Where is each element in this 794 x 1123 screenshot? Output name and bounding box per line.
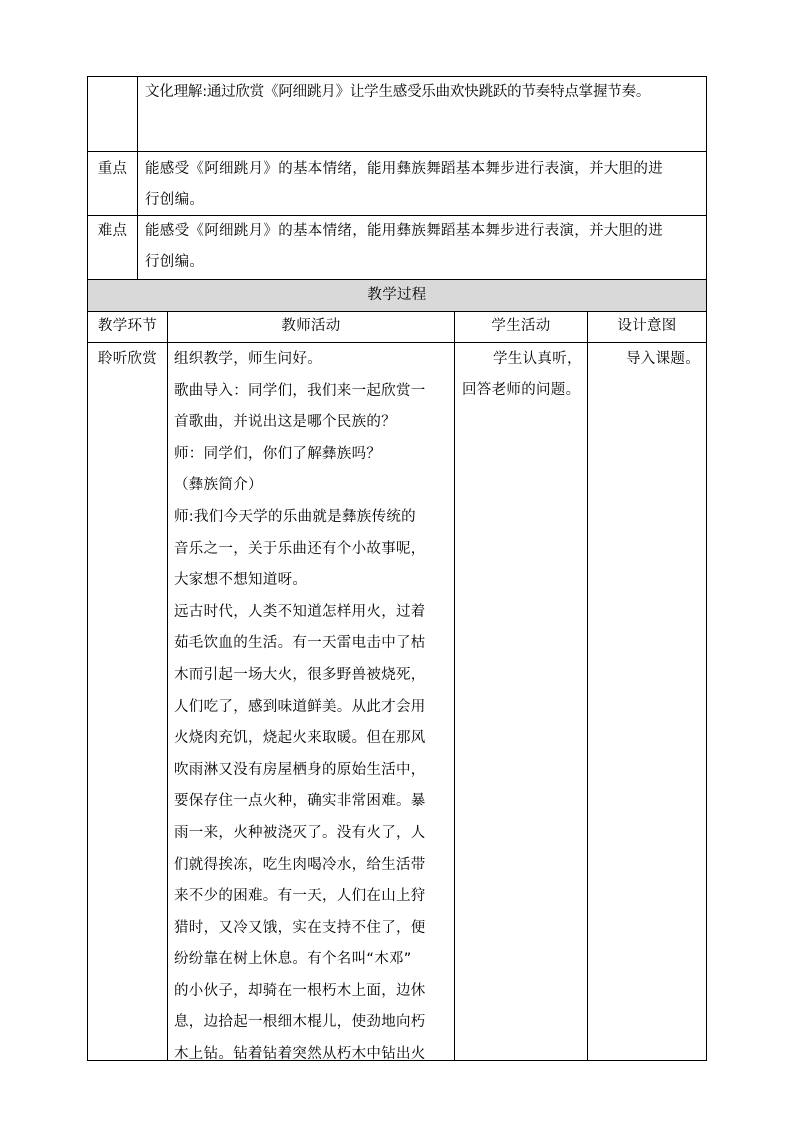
difficulty-line-2: 行创编。 <box>145 254 205 270</box>
table-border <box>87 342 707 343</box>
stage-listening: 聆听欣赏 <box>97 351 158 367</box>
student-activity-line-2: 回答老师的问题。 <box>462 382 581 398</box>
culture-understanding-text: 文化理解:通过欣赏《阿细跳月》让学生感受乐曲欢快跳跃的节奏特点掌握节奏。 <box>145 84 651 100</box>
teacher-line: 们就得挨冻，吃生肉喝冷水，给生活带 <box>174 856 426 873</box>
table-border <box>454 311 455 1061</box>
teacher-line: 组织教学，师生问好。 <box>174 351 322 367</box>
teacher-line: 远古时代，人类不知道怎样用火，过着 <box>174 603 426 620</box>
teacher-line: 木而引起一场大火，很多野兽被烧死， <box>174 666 426 683</box>
key-point-line-1: 能感受《阿细跳月》的基本情绪，能用彝族舞蹈基本舞步进行表演，并大胆的进 <box>145 161 663 177</box>
teacher-line: 歌曲导入：同学们，我们来一起欣赏一 <box>174 382 426 399</box>
table-border <box>167 311 168 1061</box>
teacher-line: 要保存住一点火种，确实非常困难。暴 <box>174 793 426 810</box>
design-intent-text: 导入课题。 <box>626 351 700 367</box>
table-border <box>587 311 588 1061</box>
difficulty-line-1: 能感受《阿细跳月》的基本情绪，能用彝族舞蹈基本舞步进行表演，并大胆的进 <box>145 223 663 239</box>
column-header-stage: 教学环节 <box>97 318 158 334</box>
table-border <box>137 76 138 280</box>
teacher-line: 师：同学们，你们了解彝族吗？ <box>174 445 382 462</box>
teacher-activity-text <box>174 344 426 1071</box>
column-header-intent: 设计意图 <box>617 318 677 334</box>
key-point-label: 重点 <box>97 161 128 177</box>
column-header-teacher: 教师活动 <box>281 318 341 334</box>
difficulty-label: 难点 <box>97 223 128 239</box>
student-activity-line-1: 学生认真听， <box>493 351 582 367</box>
column-header-student: 学生活动 <box>491 318 551 334</box>
teacher-line: 猎时，又冷又饿，实在支持不住了，便 <box>174 919 426 936</box>
process-header: 教学过程 <box>367 287 427 303</box>
teacher-line: 木上钻。钻着钻着突然从朽木中钻出火 <box>174 1046 426 1063</box>
table-border <box>706 76 707 1061</box>
teacher-line: 来不少的困难。有一天，人们在山上狩 <box>174 888 426 905</box>
teacher-line: 火烧肉充饥，烧起火来取暖。但在那风 <box>174 730 426 747</box>
key-point-line-2: 行创编。 <box>145 192 205 208</box>
teacher-line: 大家想不想知道呀。 <box>174 572 308 589</box>
teacher-line: 息，边拾起一根细木棍儿，使劲地向朽 <box>174 1014 426 1031</box>
teacher-line: 纷纷靠在树上休息。有个名叫“木邓” <box>174 951 412 968</box>
teacher-line: 首歌曲，并说出这是哪个民族的？ <box>174 414 396 431</box>
teacher-line: 音乐之一，关于乐曲还有个小故事呢， <box>174 540 426 557</box>
teacher-line: 茹毛饮血的生活。有一天雷电击中了枯 <box>174 635 426 652</box>
teacher-line: （彝族简介） <box>174 477 263 494</box>
table-border <box>87 151 707 152</box>
teacher-line: 的小伙子，却骑在一根朽木上面，边休 <box>174 982 426 999</box>
teacher-line: 师:我们今天学的乐曲就是彝族传统的 <box>174 508 416 525</box>
teacher-line: 吹雨淋又没有房屋栖身的原始生活中， <box>174 761 426 778</box>
teacher-line: 人们吃了，感到味道鲜美。从此才会用 <box>174 698 426 715</box>
teacher-line: 雨一来，火种被浇灭了。没有火了，人 <box>174 824 426 841</box>
